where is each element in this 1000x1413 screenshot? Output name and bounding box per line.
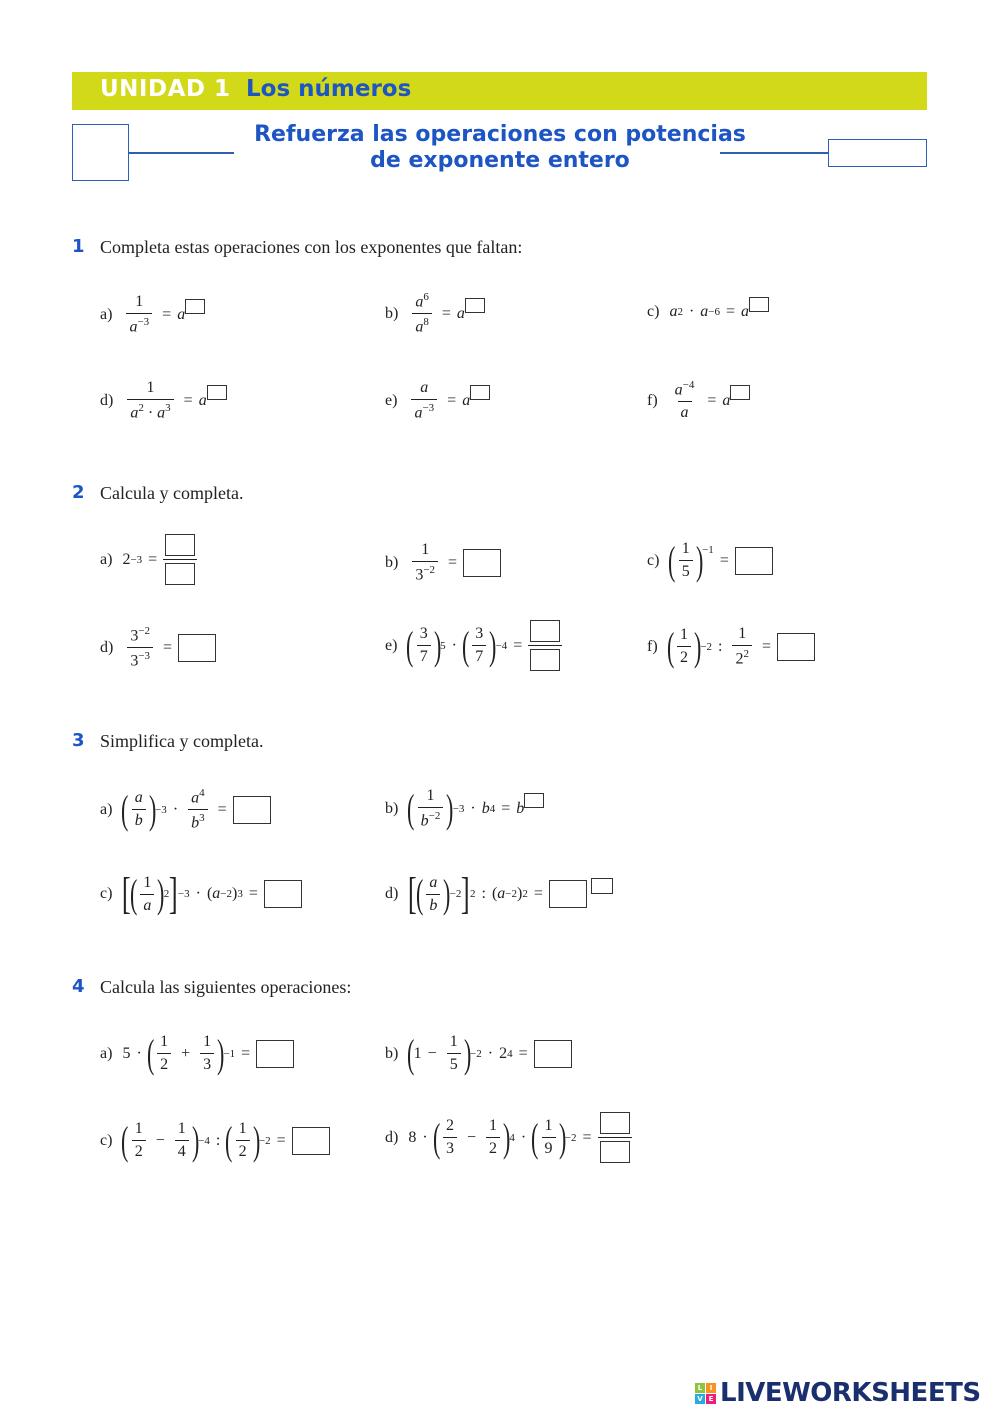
exercise-3-number: 3: [72, 730, 85, 751]
label-f: f): [647, 391, 658, 409]
numerator-answer-box[interactable]: [530, 620, 560, 642]
exercise-1a: a) $\frac{1}{a^{-3}}$ = a: [100, 293, 205, 336]
logo-mark-icon: L I V E: [695, 1383, 716, 1404]
exercise-3c: c) [ ( $\frac{1}{a}$ ) 2 ] −3 · ( a −2 ) 3 =: [100, 872, 302, 916]
label-c: c): [100, 885, 113, 902]
label-e: e): [385, 636, 398, 654]
exercise-2a: a) 2 −3 =: [100, 534, 197, 585]
exercise-4c: c) ( $\frac{1}{2}$ − $\frac{1}{4}$ ) −4 : ( $\frac{1}{2}$ ) −2 =: [100, 1120, 330, 1161]
unit-banner: [72, 72, 927, 110]
label-c: c): [647, 303, 660, 320]
title-rule-left: [128, 152, 234, 154]
answer-box[interactable]: [777, 633, 815, 661]
answer-box[interactable]: [292, 1127, 330, 1155]
label-b: b): [385, 1044, 399, 1062]
label-b: b): [385, 553, 399, 571]
unit-label: UNIDAD 1: [100, 76, 231, 102]
fraction-answer: [528, 620, 562, 671]
exercise-4a: a) 5 · ( $\frac{1}{2}$ + $\frac{1}{3}$ ) −1 =: [100, 1033, 294, 1074]
logo-text: LIVEWORKSHEETS: [720, 1378, 981, 1408]
exercise-1c: c) a 2 · a −6 = a: [647, 303, 769, 321]
page-title: [230, 122, 770, 174]
denominator-answer-box[interactable]: [165, 563, 195, 585]
exercise-4d: d) 8 · ( $\frac{2}{3}$ − $\frac{1}{2}$ ) 4 · ( $\frac{1}{9}$ ) −2 =: [385, 1112, 632, 1163]
label-b: b): [385, 799, 399, 817]
title-line-1: Refuerza las operaciones con potencias: [254, 122, 746, 147]
label-d: d): [385, 885, 399, 902]
answer-box[interactable]: [549, 880, 587, 908]
exercise-1-number: 1: [72, 236, 85, 257]
answer-box[interactable]: [463, 549, 501, 577]
label-d: d): [100, 391, 114, 409]
exercise-3d: d) [ ( $\frac{a}{b}$ ) −2 ] 2 : ( a −2 ) 2 =: [385, 872, 613, 916]
header-answer-box-left[interactable]: [72, 124, 129, 181]
answer-box[interactable]: [264, 880, 302, 908]
title-line-2: de exponente entero: [370, 148, 630, 173]
exercise-2d: d) $\frac{3^{-2}}{3^{-3}}$ =: [100, 625, 216, 671]
denominator-answer-box[interactable]: [600, 1141, 630, 1163]
label-d: d): [385, 1128, 399, 1146]
exercise-1e: e) $\frac{a}{a^{-3}}$ = a: [385, 379, 490, 422]
exercise-2f: f) ( $\frac{1}{2}$ ) −2 : $\frac{1}{2^2}$ =: [647, 625, 815, 668]
fraction-answer: [163, 534, 197, 585]
exponent-answer-box[interactable]: [207, 385, 227, 400]
exponent-answer-box[interactable]: [465, 298, 485, 313]
exponent-answer-box[interactable]: [185, 299, 205, 314]
exercise-2b: b) $\frac{1}{3^{-2}}$ =: [385, 541, 501, 584]
exercise-1f: f) $\frac{a^{-4}}{a}$ = a: [647, 379, 750, 422]
label-c: c): [100, 1131, 113, 1149]
label-e: e): [385, 391, 398, 409]
exercise-2c: c) ( $\frac{1}{5}$ ) −1 =: [647, 540, 773, 581]
fraction-answer: [598, 1112, 632, 1163]
label-a: a): [100, 305, 113, 323]
label-a: a): [100, 1044, 113, 1062]
numerator-answer-box[interactable]: [165, 534, 195, 556]
label-f: f): [647, 637, 658, 655]
answer-box[interactable]: [233, 796, 271, 824]
exponent-answer-box[interactable]: [524, 793, 544, 808]
exponent-answer-box[interactable]: [470, 385, 490, 400]
label-a: a): [100, 800, 113, 818]
exercise-1d: d) $\frac{1}{a^2 \cdot a^3}$ = a: [100, 379, 227, 422]
exercise-2-number: 2: [72, 482, 85, 503]
answer-box[interactable]: [735, 547, 773, 575]
exercise-3b: b) ( $\frac{1}{b^{-2}}$ ) −3 · b 4 = b: [385, 787, 544, 830]
denominator-answer-box[interactable]: [530, 649, 560, 671]
answer-box[interactable]: [534, 1040, 572, 1068]
exercise-4-number: 4: [72, 976, 85, 997]
exercise-3a: a) ( $\frac{a}{b}$ ) −3 · $\frac{a^4}{b^3}$ =: [100, 787, 271, 833]
exercise-4-instructions: Calcula las siguientes operaciones:: [100, 977, 352, 997]
liveworksheets-logo: [695, 1378, 981, 1408]
exercise-4b: b) ( 1 − $\frac{1}{5}$ ) −2 · 2 4 =: [385, 1033, 572, 1074]
label-a: a): [100, 550, 113, 568]
label-c: c): [647, 551, 660, 569]
answer-box[interactable]: [178, 634, 216, 662]
header-answer-box-right[interactable]: [828, 139, 927, 167]
exponent-answer-box[interactable]: [749, 297, 769, 312]
answer-box[interactable]: [256, 1040, 294, 1068]
label-b: b): [385, 304, 399, 322]
exercise-1b: b) $\frac{a^6}{a^8}$ = a: [385, 291, 485, 337]
exercise-2e: e) ( $\frac{3}{7}$ ) 5 · ( $\frac{3}{7}$ ) −4 =: [385, 620, 562, 671]
exercise-3-instructions: Simplifica y completa.: [100, 731, 264, 751]
exponent-answer-box[interactable]: [591, 878, 613, 894]
numerator-answer-box[interactable]: [600, 1112, 630, 1134]
exercise-1-instructions: Completa estas operaciones con los exponentes que faltan:: [100, 237, 523, 257]
exercise-2-instructions: Calcula y completa.: [100, 483, 244, 503]
exponent-answer-box[interactable]: [730, 385, 750, 400]
unit-name: Los números: [246, 76, 412, 102]
label-d: d): [100, 638, 114, 656]
